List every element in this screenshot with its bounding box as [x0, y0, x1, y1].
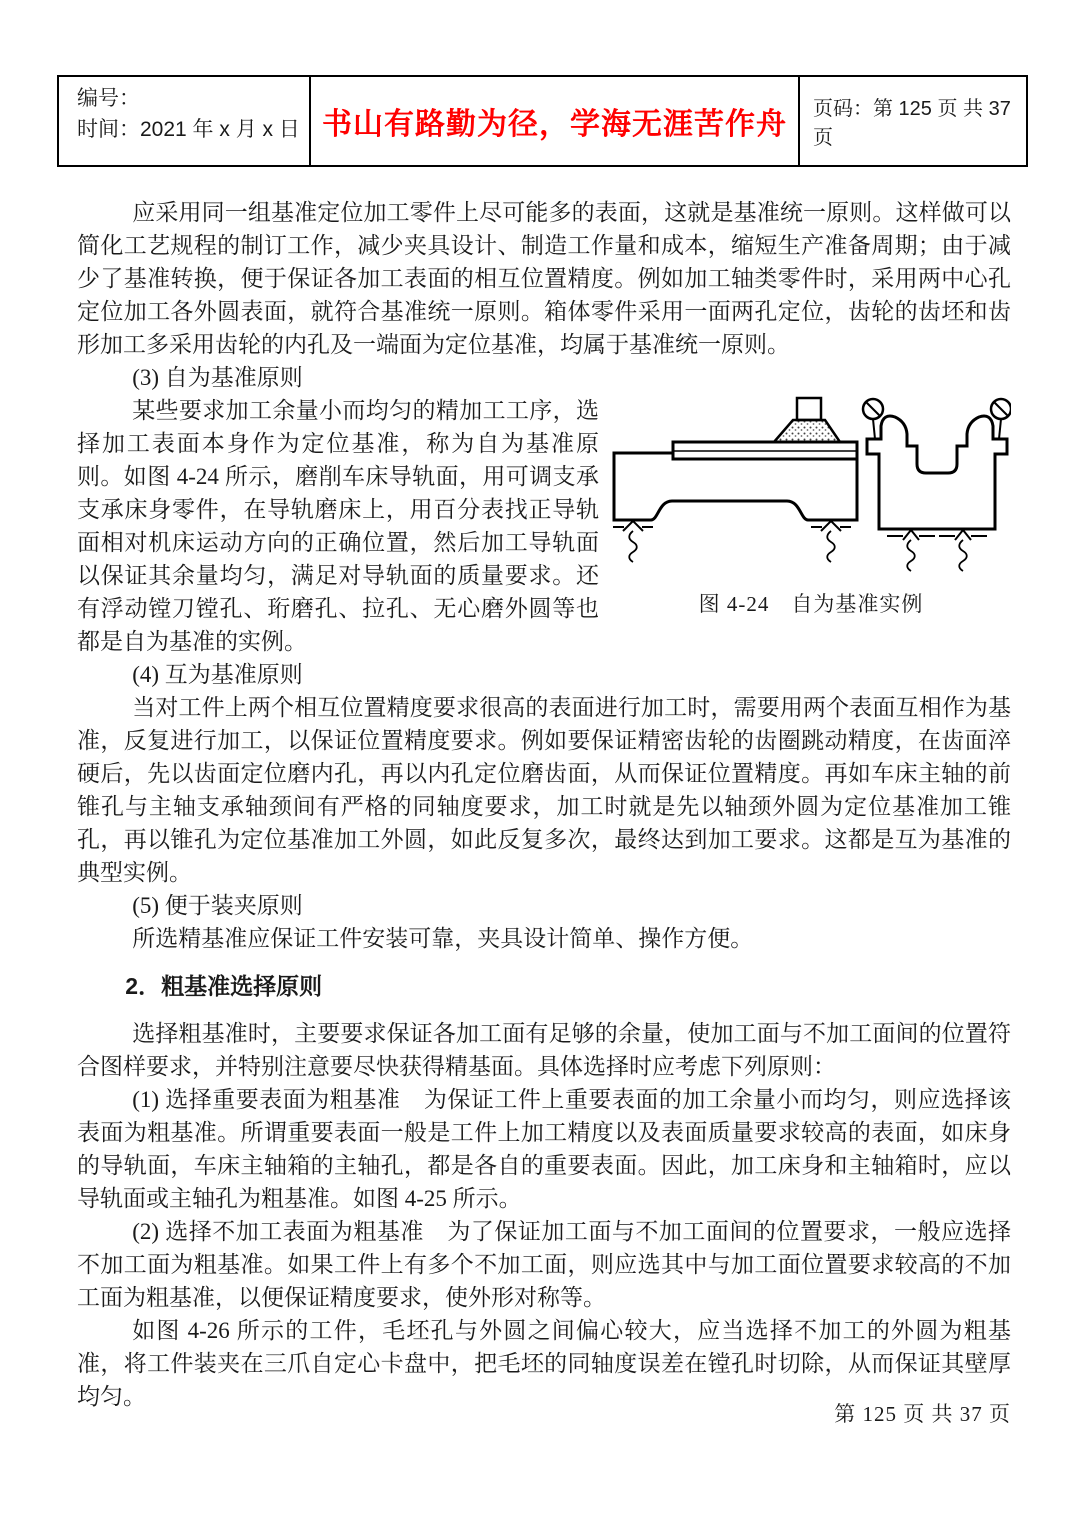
- header-cell-motto: [311, 77, 800, 165]
- motto-text: 书山有路勤为径，学海无涯苦作舟: [322, 108, 787, 141]
- header-table: [57, 75, 1028, 167]
- lathe-bed-side-view-drawing: [613, 398, 857, 562]
- heading-mutual-datum: (4) 互为基准原则: [132, 662, 303, 687]
- paragraph-datum-unification: 应采用同一组基准定位加工零件上尽可能多的表面，这就是基准统一原则。这样做可以简化工艺规程的制订工作，减少夹具设计、制造工作量和成本，缩短生产准备周期；由于减少了基准转换，便于保证各加工表面的相互位置精度。例如加工轴类零件时，采用两中心孔定位加工各外圆表面，就符合基准统一原则。箱体零件采用一面两孔定位，齿轮的齿坯和齿形加工多采用齿轮的内孔及一端面为定位基准，均属于基准统一原则。: [77, 200, 1011, 357]
- grinding-wheel: [774, 420, 840, 442]
- spring-support-section-left: [887, 530, 935, 571]
- footer-page-info: 第 125 页 共 37 页: [834, 1402, 1011, 1426]
- spring-support-right: [811, 521, 851, 562]
- header-cell-page-number: [800, 77, 1026, 165]
- page-number-label: 页码：第 125 页 共 37 页: [813, 98, 1011, 149]
- grinding-wheel-spindle: [797, 398, 821, 420]
- paragraph-rough-principle-1: (1) 选择重要表面为粗基准 为保证工件上重要表面的加工余量小而均匀，则应选择该表面为粗基准。所谓重要表面一般是工件上加工精度以及表面质量要求较高的表面，如床身的导轨面，车床主轴箱的主轴孔，都是各自的重要表面。因此，加工床身和主轴箱时，应以导轨面或主轴孔为粗基准。如图 4-25 所示。: [77, 1087, 1011, 1211]
- time-label: 时间：2021 年 x 月 x 日: [77, 118, 300, 141]
- paragraph-rough-intro: 选择粗基准时，主要要求保证各加工面有足够的余量，使加工面与不加工面间的位置符合图样要求，并特别注意要尽快获得精基面。具体选择时应考虑下列原则：: [77, 1021, 1011, 1079]
- header-cell-number-time: [59, 77, 311, 165]
- lathe-bed-section-drawing: [863, 399, 1011, 571]
- spring-support-section-right: [939, 530, 987, 571]
- heading-easy-clamping: (5) 便于装夹原则: [132, 893, 303, 918]
- paragraph-mutual-datum: 当对工件上两个相互位置精度要求很高的表面进行加工时，需要用两个表面互相作为基准，反复进行加工，以保证位置精度要求。例如要保证精密齿轮的齿圈跳动精度，在齿面淬硬后，先以齿面定位磨内孔，再以内孔定位磨齿面，从而保证位置精度。再如车床主轴的前锥孔与主轴支承轴颈间有严格的同轴度要求，加工时就是先以轴颈外圆为定位基准加工锥孔，再以锥孔为定位基准加工外圆，如此反复多次，最终达到加工要求。这都是互为基准的典型实例。: [77, 695, 1011, 885]
- paragraph-rough-principle-2: (2) 选择不加工表面为粗基准 为了保证加工面与不加工面间的位置要求，一般应选择不加工面为粗基准。如果工件上有多个不加工面，则应选其中与加工面位置要求较高的不加工面为粗基准，以便保证精度要求，使外形对称等。: [77, 1219, 1011, 1310]
- heading-self-datum: (3) 自为基准原则: [132, 365, 303, 390]
- paragraph-self-datum: 某些要求加工余量小而均匀的精加工工序，选择加工表面本身作为定位基准，称为自为基准原则。如图 4-24 所示，磨削车床导轨面，用可调支承支承床身零件，在导轨磨床上，用百分表找正导轨面相对机床运动方向的正确位置，然后加工导轨面以保证其余量均匀，满足对导轨面的质量要求。还有浮动镗刀镗孔、珩磨孔、拉孔、无心磨外圆等也都是自为基准的实例。: [77, 398, 599, 654]
- spring-support-left: [613, 521, 653, 562]
- figure-caption: 图 4-24 自为基准实例: [698, 592, 924, 616]
- figure-4-24-drawings: [611, 396, 1011, 576]
- paragraph-easy-clamping: 所选精基准应保证工件安装可靠，夹具设计简单、操作方便。: [132, 926, 754, 951]
- figure-4-24: [611, 396, 1011, 621]
- paragraph-rough-example: 如图 4-26 所示的工件，毛坯孔与外圆之间偏心较大，应当选择不加工的外圆为粗基准，将工件装夹在三爪自定心卡盘中，把毛坯的同轴度误差在镗孔时切除，从而保证其壁厚均匀。: [77, 1318, 1011, 1409]
- section-heading-rough-datum: 2．粗基准选择原则: [125, 973, 323, 999]
- document-body: [77, 196, 1011, 1413]
- number-label: 编号：: [77, 87, 140, 110]
